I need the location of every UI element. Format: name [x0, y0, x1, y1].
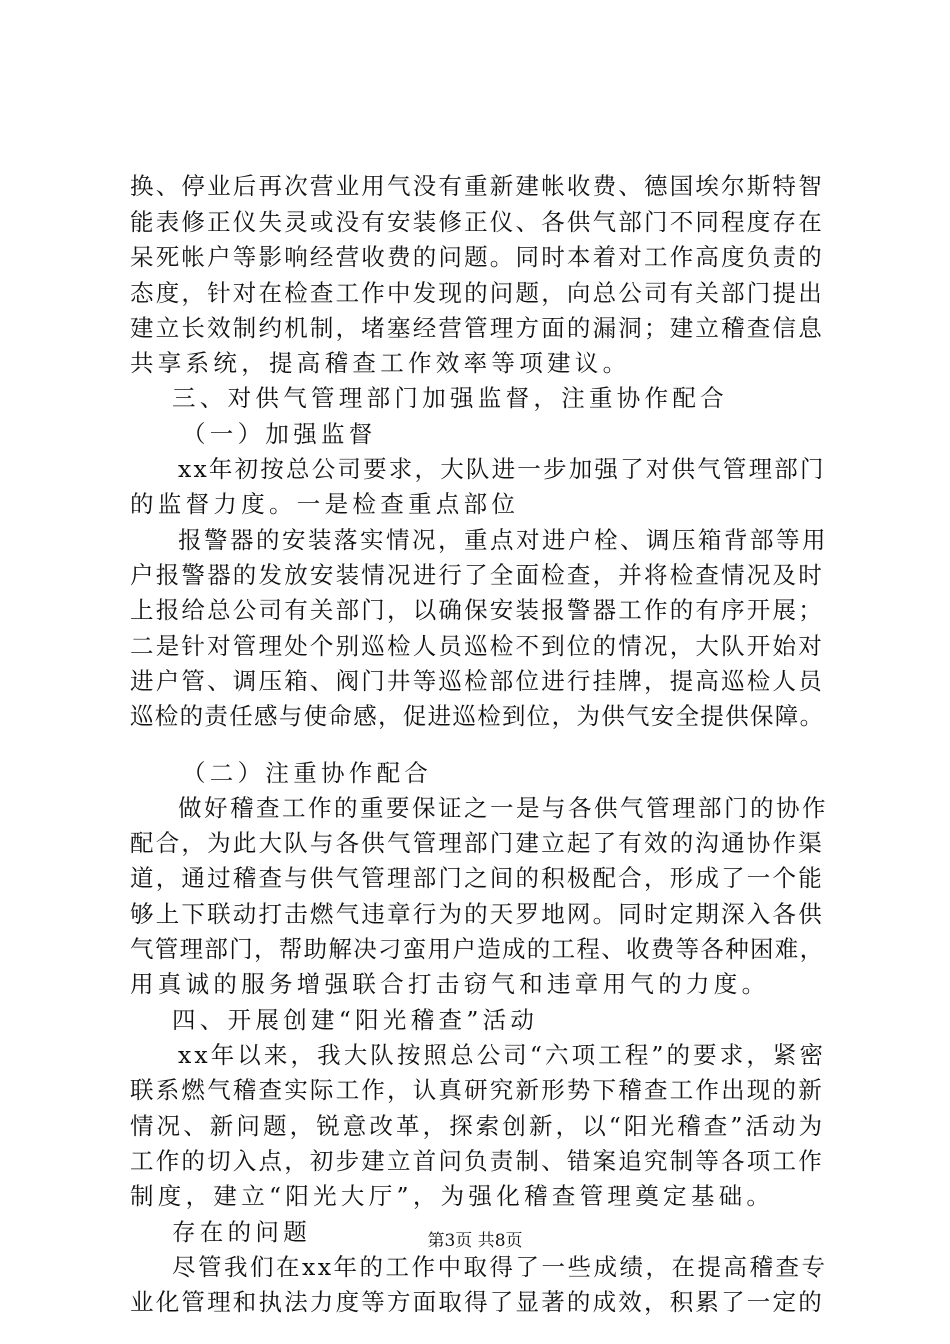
section-heading: 四、开展创建“阳光稽查”活动 — [172, 1006, 539, 1034]
body-line: xx年初按总公司要求，大队进一步加强了对供气管理部门 — [178, 455, 826, 483]
body-line: 换、停业后再次营业用气没有重新建帐收费、德国埃尔斯特智 — [130, 172, 824, 200]
body-line: 能表修正仪失灵或没有安装修正仪、各供气部门不同程度存在 — [130, 208, 824, 236]
body-line: 配合，为此大队与各供气管理部门建立起了有效的沟通协作渠 — [130, 829, 824, 857]
body-line: 态度，针对在检查工作中发现的问题，向总公司有关部门提出 — [130, 279, 824, 307]
body-line: 尽管我们在xx年的工作中取得了一些成绩，在提高稽查专 — [172, 1253, 828, 1281]
body-line: 二是针对管理处个别巡检人员巡检不到位的情况，大队开始对 — [130, 632, 824, 660]
body-line: 用真诚的服务增强联合打击窃气和违章用气的力度。 — [130, 970, 770, 998]
section-heading: 三、对供气管理部门加强监督，注重协作配合 — [172, 384, 728, 412]
body-line: xx年以来，我大队按照总公司“六项工程”的要求，紧密 — [178, 1041, 827, 1069]
body-line: 工作的切入点，初步建立首问负责制、错案追究制等各项工作 — [130, 1147, 824, 1175]
body-line: 报警器的安装落实情况，重点对进户栓、调压箱背部等用 — [178, 526, 828, 554]
body-line: 业化管理和执法力度等方面取得了显著的成效，积累了一定的 — [130, 1288, 824, 1316]
body-line: 巡检的责任感与使命感，促进巡检到位，为供气安全提供保障。 — [130, 702, 825, 730]
page-footer: 第3页 共8页 — [427, 1231, 523, 1251]
section-heading: 存在的问题 — [172, 1218, 311, 1246]
body-line: 够上下联动打击燃气违章行为的天罗地网。同时定期深入各供 — [130, 900, 824, 928]
body-line: 上报给总公司有关部门，以确保安装报警器工作的有序开展； — [130, 596, 824, 624]
subsection-heading: （一）加强监督 — [182, 420, 377, 448]
body-line: 情况、新问题，锐意改革，探索创新，以“阳光稽查”活动为 — [130, 1112, 826, 1140]
body-line: 进户管、调压箱、阀门井等巡检部位进行挂牌，提高巡检人员 — [130, 667, 824, 695]
body-line: 建立长效制约机制，堵塞经营管理方面的漏洞；建立稽查信息 — [130, 314, 824, 342]
body-line: 户报警器的发放安装情况进行了全面检查，并将检查情况及时 — [130, 561, 824, 589]
subsection-heading: （二）注重协作配合 — [182, 759, 433, 787]
body-line: 呆死帐户等影响经营收费的问题。同时本着对工作高度负责的 — [130, 243, 824, 271]
body-line: 制度，建立“阳光大厅”，为强化稽查管理奠定基础。 — [130, 1182, 775, 1210]
body-line: 道，通过稽查与供气管理部门之间的积极配合，形成了一个能 — [130, 864, 824, 892]
body-line: 联系燃气稽查实际工作，认真研究新形势下稽查工作出现的新 — [130, 1076, 824, 1104]
body-line: 气管理部门，帮助解决刁蛮用户造成的工程、收费等各种困难， — [130, 935, 825, 963]
body-line: 的监督力度。一是检查重点部位 — [130, 490, 520, 518]
body-line: 共享系统，提高稽查工作效率等项建议。 — [130, 349, 631, 377]
body-line: 做好稽查工作的重要保证之一是与各供气管理部门的协作 — [178, 794, 828, 822]
